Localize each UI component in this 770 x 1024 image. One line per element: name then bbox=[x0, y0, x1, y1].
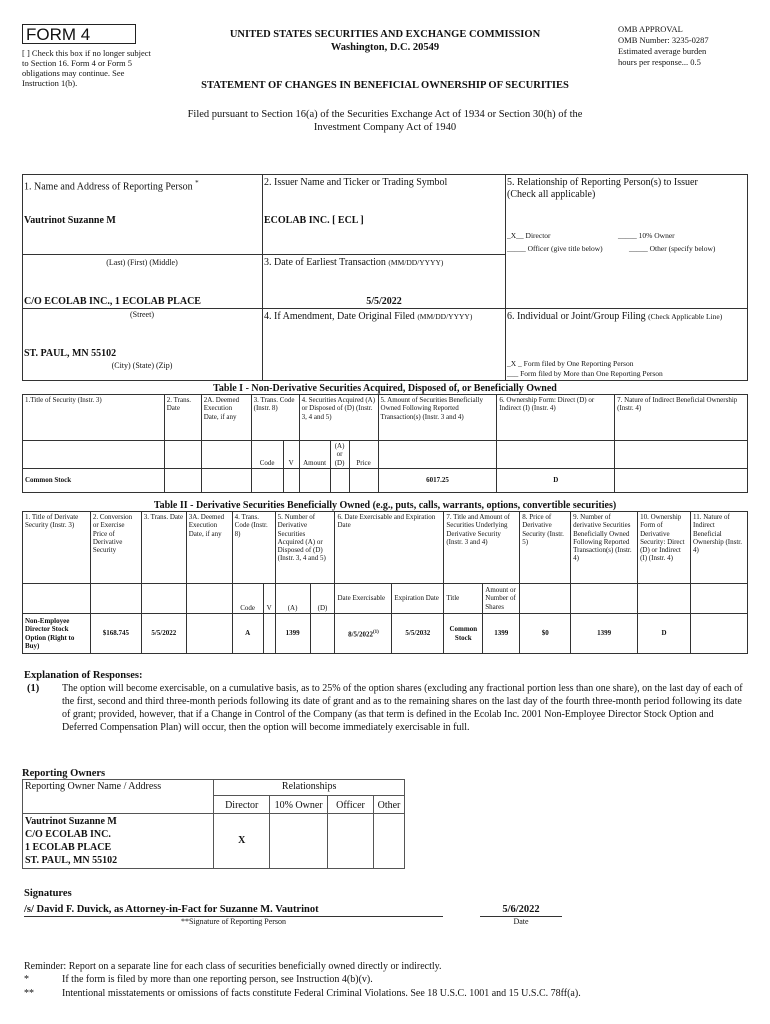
t2-sub-d: (D) bbox=[310, 584, 335, 614]
t2-row-date-exercisable bbox=[335, 614, 392, 654]
t2-header-deemed: 3A. Deemed Execution Date, if any bbox=[186, 512, 232, 584]
issuer-name: ECOLAB INC. [ ECL ] bbox=[264, 215, 364, 226]
t1-header-nature: 7. Nature of Indirect Beneficial Ownership (Instr. 4) bbox=[615, 395, 748, 441]
relationship-director[interactable]: _X__ Director bbox=[507, 231, 551, 240]
table2 bbox=[22, 511, 748, 654]
t2-header-nature: 11. Nature of Indirect Beneficial Ownership (Instr. 4) bbox=[690, 512, 747, 584]
table2-title: Table II - Derivative Securities Beneficially Owned (e.g., puts, calls, warrants, options, convertible securities) bbox=[153, 500, 617, 511]
box1-label-text: 1. Name and Address of Reporting Person bbox=[24, 181, 193, 193]
explanation-heading: Explanation of Responses: bbox=[24, 670, 143, 681]
reporting-person-city: ST. PAUL, MN 55102 bbox=[24, 348, 117, 359]
signature-line: /s/ David F. Duvick, as Attorney-in-Fact for Suzanne M. Vautrinot bbox=[24, 903, 443, 917]
t2-sub-v: V bbox=[263, 584, 275, 614]
table1-title: Table I - Non-Derivative Securities Acquired, Disposed of, or Beneficially Owned bbox=[213, 383, 557, 394]
box4-label bbox=[264, 311, 506, 323]
name-caption: (Last) (First) (Middle) bbox=[106, 258, 178, 267]
box6-label-text: 6. Individual or Joint/Group Filing bbox=[507, 311, 646, 322]
divider bbox=[262, 174, 263, 381]
t2-sub-a: (A) bbox=[275, 584, 310, 614]
ro-owner-address bbox=[23, 814, 214, 869]
t2-header-number: 5. Number of Derivative Securities Acquired (A) or Disposed of (D) (Instr. 3, 4 and 5) bbox=[275, 512, 335, 584]
filing-option-multiple[interactable]: ___ Form filed by More than One Reporting Person bbox=[507, 369, 663, 378]
omb-approval-block bbox=[618, 24, 763, 68]
omb-hours: hours per response... 0.5 bbox=[618, 57, 701, 67]
box3-label bbox=[264, 257, 504, 269]
t1-header-ownership: 6. Ownership Form: Direct (D) or Indirect (I) (Instr. 4) bbox=[497, 395, 615, 441]
t2-sub-amount: Amount or Number of Shares bbox=[483, 584, 520, 614]
t1-header-date: 2. Trans. Date bbox=[164, 395, 201, 441]
divider bbox=[22, 308, 505, 309]
form-title: FORM 4 bbox=[22, 24, 136, 44]
signature-caption: **Signature of Reporting Person bbox=[180, 917, 287, 926]
t1-row-owned: 6017.25 bbox=[378, 469, 497, 493]
statement-title: STATEMENT OF CHANGES IN BENEFICIAL OWNERSHIP OF SECURITIES bbox=[201, 80, 569, 91]
t2-row-expiration: 5/5/2032 bbox=[392, 614, 444, 654]
t2-header-title: 1. Title of Derivate Security (Instr. 3) bbox=[23, 512, 91, 584]
t2-row-a: 1399 bbox=[275, 614, 310, 654]
table1 bbox=[22, 394, 748, 493]
box6-label bbox=[507, 311, 747, 323]
t2-row-price: $168.745 bbox=[90, 614, 141, 654]
t1-header-owned: 5. Amount of Securities Beneficially Owned Following Reported Transaction(s) (Instr. 3 and 4) bbox=[378, 395, 497, 441]
t1-sub-code: Code bbox=[251, 441, 283, 469]
agency-location: Washington, D.C. 20549 bbox=[330, 42, 440, 53]
t1-sub-price: Price bbox=[349, 441, 378, 469]
table-row bbox=[23, 614, 748, 654]
ro-col-relationships: Relationships bbox=[214, 780, 405, 796]
footer-star1: * bbox=[24, 974, 29, 985]
street-caption: (Street) bbox=[130, 310, 154, 319]
table-row bbox=[23, 814, 405, 869]
divider bbox=[505, 308, 748, 309]
t2-sub-code: Code bbox=[232, 584, 263, 614]
ro-col-director: Director bbox=[214, 796, 270, 814]
t1-sub-amount: Amount bbox=[299, 441, 330, 469]
t2-row-owned: 1399 bbox=[571, 614, 638, 654]
ro-col-other: Other bbox=[373, 796, 404, 814]
signature-date: 5/6/2022 bbox=[480, 903, 562, 917]
t2-row-date: 5/5/2022 bbox=[141, 614, 186, 654]
box3-label-sub: (MM/DD/YYYY) bbox=[388, 258, 444, 267]
footer-star1-text: If the form is filed by more than one reporting person, see Instruction 4(b)(v). bbox=[62, 974, 373, 985]
reporting-info-frame bbox=[22, 174, 748, 381]
t1-sub-aord: (A) or (D) bbox=[330, 441, 349, 469]
t2-header-code: 4. Trans. Code (Instr. 8) bbox=[232, 512, 275, 584]
box1-label bbox=[24, 177, 260, 193]
t2-sub-expiration: Expiration Date bbox=[392, 584, 444, 614]
divider bbox=[505, 174, 506, 381]
ro-director-mark: X bbox=[214, 814, 270, 869]
reporting-person-name: Vautrinot Suzanne M bbox=[24, 215, 116, 226]
city-caption: (City) (State) (Zip) bbox=[111, 361, 173, 370]
ro-owner-line: ST. PAUL, MN 55102 bbox=[25, 855, 118, 866]
t2-row-und-amount: 1399 bbox=[483, 614, 520, 654]
box2-label: 2. Issuer Name and Ticker or Trading Symbol bbox=[264, 177, 448, 188]
reporting-owners-heading: Reporting Owners bbox=[22, 768, 106, 779]
t1-row-title: Common Stock bbox=[23, 469, 165, 493]
t2-row-und-title: Common Stock bbox=[444, 614, 483, 654]
explanation-number: (1) bbox=[27, 683, 40, 694]
checkbox-note: [ ] Check this box if no longer subject to Section 16. Form 4 or Form 5 obligations may continue. See Instruction 1(b). bbox=[22, 48, 151, 88]
box5-label: 5. Relationship of Reporting Person(s) to Issuer bbox=[507, 177, 698, 188]
box6-label-sub: (Check Applicable Line) bbox=[648, 312, 723, 321]
t2-row-deriv-price: $0 bbox=[520, 614, 571, 654]
footer-reminder: Reminder: Report on a separate line for each class of securities beneficially owned directly or indirectly. bbox=[24, 961, 442, 972]
divider bbox=[22, 254, 505, 255]
relationship-officer[interactable]: _____ Officer (give title below) bbox=[507, 244, 603, 253]
t2-header-form: 10. Ownership Form of Derivative Security: Direct (D) or Indirect (I) (Instr. 4) bbox=[638, 512, 691, 584]
t1-sub-v: V bbox=[283, 441, 299, 469]
t2-row-date-exercisable-value: 8/5/2022 bbox=[348, 630, 373, 639]
box3-label-text: 3. Date of Earliest Transaction bbox=[264, 257, 386, 268]
filing-option-one[interactable]: _X _ Form filed by One Reporting Person bbox=[507, 359, 634, 368]
footer-star2: ** bbox=[24, 988, 34, 999]
omb-burden: Estimated average burden bbox=[618, 46, 707, 56]
table-row bbox=[23, 469, 748, 493]
signatures-heading: Signatures bbox=[24, 888, 72, 899]
t1-row-ownership: D bbox=[497, 469, 615, 493]
t2-row-title: Non-Employee Director Stock Option (Right to Buy) bbox=[23, 614, 91, 654]
omb-approval: OMB APPROVAL bbox=[618, 24, 683, 34]
box1-label-mark: * bbox=[195, 179, 199, 187]
ro-col-officer: Officer bbox=[328, 796, 374, 814]
ro-owner-line: Vautrinot Suzanne M bbox=[25, 816, 117, 827]
t2-sub-date-exercisable: Date Exercisable bbox=[335, 584, 392, 614]
t2-header-owned: 9. Number of derivative Securities Beneficially Owned Following Reported Transaction(s) (Instr. 4) bbox=[571, 512, 638, 584]
box5-sub: (Check all applicable) bbox=[507, 189, 596, 200]
t1-header-title: 1.Title of Security (Instr. 3) bbox=[23, 395, 165, 441]
reporting-owners-table bbox=[22, 779, 405, 869]
t1-header-deemed: 2A. Deemed Execution Date, if any bbox=[201, 395, 251, 441]
t1-header-code: 3. Trans. Code (Instr. 8) bbox=[251, 395, 299, 441]
signature-date-caption: Date bbox=[513, 917, 529, 926]
filed-pursuant-line2: Investment Company Act of 1940 bbox=[313, 122, 457, 133]
relationship-10pct-owner[interactable]: _____ 10% Owner bbox=[618, 231, 675, 240]
t2-row-form: D bbox=[638, 614, 691, 654]
t2-header-underlying: 7. Title and Amount of Securities Underlying Derivative Security (Instr. 3 and 4) bbox=[444, 512, 520, 584]
omb-number: OMB Number: 3235-0287 bbox=[618, 35, 709, 45]
ro-col-name: Reporting Owner Name / Address bbox=[23, 780, 214, 814]
t2-row-date-exercisable-note: (1) bbox=[372, 629, 379, 635]
t2-header-date: 3. Trans. Date bbox=[141, 512, 186, 584]
t2-sub-title: Title bbox=[444, 584, 483, 614]
reporting-person-street: C/O ECOLAB INC., 1 ECOLAB PLACE bbox=[24, 296, 201, 307]
t2-row-code: A bbox=[232, 614, 263, 654]
t2-header-price: 8. Price of Derivative Security (Instr. 5) bbox=[520, 512, 571, 584]
relationship-other[interactable]: _____ Other (specify below) bbox=[629, 244, 716, 253]
box4-label-sub: (MM/DD/YYYY) bbox=[417, 312, 473, 321]
ro-col-10pct-owner: 10% Owner bbox=[270, 796, 328, 814]
filed-pursuant-line1: Filed pursuant to Section 16(a) of the Securities Exchange Act of 1934 or Section 30(h) of the bbox=[187, 109, 583, 120]
footer-star2-text: Intentional misstatements or omissions of facts constitute Federal Criminal Violations. See 18 U.S.C. 1001 and 15 U.S.C. 78ff(a). bbox=[62, 988, 581, 999]
explanation-text: The option will become exercisable, on a cumulative basis, as to 25% of the option shares (excluding any fractional portion less than one share), on the last day of each of the first, second and third three-month periods following its date of grant and as to the remaining shares on the last day of the fourth three-month period following its date of grant; provided, however, that if a Change in Control of the Company (as that term is defined in the Ecolab Inc. 2001 Non-Employee Director Stock Option and Deferred Compensation Plan) will occur, then the option will become immediately exercisable in full. bbox=[62, 683, 743, 733]
box4-label-text: 4. If Amendment, Date Original Filed bbox=[264, 311, 415, 322]
t2-header-dates: 6. Date Exercisable and Expiration Date bbox=[335, 512, 444, 584]
ro-owner-line: 1 ECOLAB PLACE bbox=[25, 842, 112, 853]
agency-name: UNITED STATES SECURITIES AND EXCHANGE COMMISSION bbox=[229, 29, 541, 40]
t2-header-conversion: 2. Conversion or Exercise Price of Derivative Security bbox=[90, 512, 141, 584]
ro-owner-line: C/O ECOLAB INC. bbox=[25, 829, 111, 840]
t1-header-acquired: 4. Securities Acquired (A) or Disposed of (D) (Instr. 3, 4 and 5) bbox=[299, 395, 378, 441]
earliest-transaction-date: 5/5/2022 bbox=[366, 296, 402, 307]
